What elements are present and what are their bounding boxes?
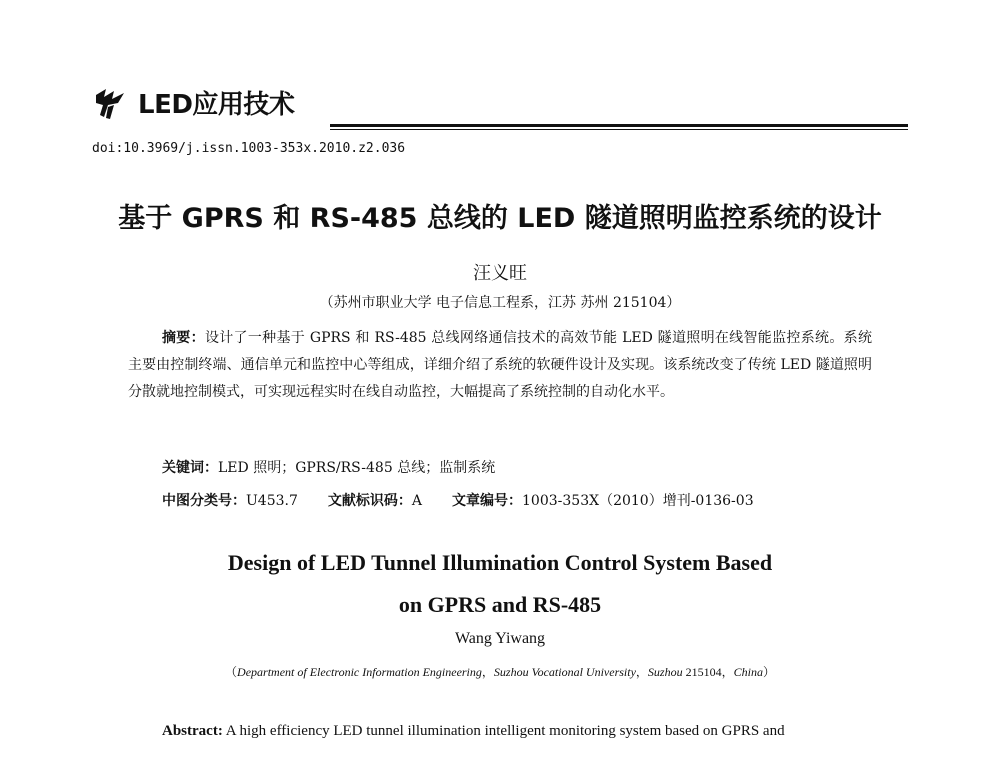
abstract-en-label: Abstract: — [162, 723, 223, 739]
keywords-cn-label: 关键词： — [162, 460, 218, 476]
article-number-label: 文章编号： — [452, 493, 523, 509]
doc-code-label: 文献标识码： — [327, 493, 412, 509]
affiliation-en — [0, 663, 1000, 680]
keywords-cn — [162, 457, 495, 477]
clc-label: 中图分类号： — [162, 493, 246, 509]
doi-line: doi:10.3969/j.issn.1003-353x.2010.z2.036 — [92, 141, 406, 156]
author-en: Wang Yiwang — [454, 630, 546, 647]
paper-title-cn: 基于 GPRS 和 RS-485 总线的 LED 隧道照明监控系统的设计 — [118, 203, 882, 234]
keywords-cn-text: LED 照明；GPRS/RS-485 总线；监制系统 — [218, 460, 496, 476]
article-number-value: 1003-353X（2010）增刊-0136-03 — [522, 493, 754, 509]
paper-title-en-line2: on GPRS and RS-485 — [398, 592, 602, 617]
paper-title-en-line1: Design of LED Tunnel Illumination Control System Based — [227, 550, 773, 575]
abstract-cn — [128, 325, 872, 406]
header-rule-thin — [330, 129, 908, 130]
abstract-en — [128, 718, 872, 744]
header-rule — [330, 124, 908, 127]
affiliation-en-open: （ — [225, 665, 238, 679]
affiliation-en-city: Suzhou — [647, 665, 683, 679]
abstract-en-text: A high efficiency LED tunnel illumination intelligent monitoring system based on GPRS and — [222, 723, 785, 739]
journal-header-logo — [92, 84, 294, 121]
affiliation-en-close: ） — [762, 665, 775, 679]
abstract-cn-text: 设计了一种基于 GPRS 和 RS-485 总线网络通信技术的高效节能 LED 隧道照明在线智能监控系统。系统主要由控制终端、通信单元和监控中心等组成，详细介绍了系统的软硬件设计及实现。该系统改变了传统 LED 隧道照明分散就地控制模式，可实现远程实时在线自动监控，大幅提高了系统控制的自动化水平。 — [128, 330, 872, 400]
doc-code-value: A — [411, 493, 423, 509]
affiliation-en-dept: Department of Electronic Information Engineering — [237, 665, 482, 679]
journal-section-title: LED应用技术 — [138, 90, 295, 120]
journal-logo-icon — [92, 85, 128, 121]
classification-line — [162, 490, 754, 510]
affiliation-en-univ: Suzhou Vocational University — [493, 665, 636, 679]
affiliation-en-country: China — [733, 665, 763, 679]
affiliation-en-postcode: 215104， — [682, 665, 734, 679]
affiliation-cn: （苏州市职业大学 电子信息工程系，江苏 苏州 215104） — [319, 295, 681, 311]
author-cn: 汪义旺 — [473, 263, 527, 284]
affiliation-en-sep1: ， — [481, 665, 494, 679]
clc-value: U453.7 — [246, 493, 298, 509]
abstract-cn-label: 摘要： — [162, 330, 205, 346]
affiliation-en-sep2: ， — [635, 665, 648, 679]
